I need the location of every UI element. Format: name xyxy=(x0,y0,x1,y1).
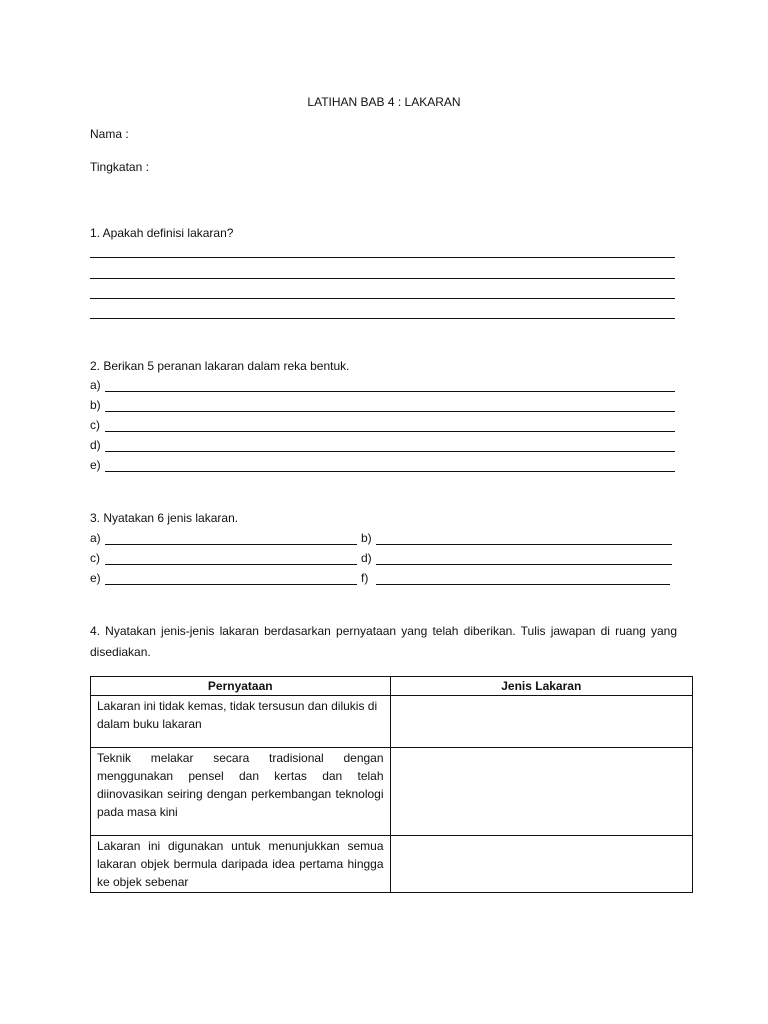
question-1: 1. Apakah definisi lakaran? xyxy=(90,226,234,240)
table-header-pernyataan: Pernyataan xyxy=(91,677,391,696)
answer-cell[interactable] xyxy=(390,696,692,748)
q3-answer-line-a[interactable] xyxy=(105,544,357,545)
statement-cell: Teknik melakar secara tradisional dengan menggunakan pensel dan kertas dan telah diinovasikan seiring dengan perkembangan teknologi pada masa kini xyxy=(91,748,391,836)
question-4: 4. Nyatakan jenis-jenis lakaran berdasarkan pernyataan yang telah diberikan. Tulis jawapan di ruang yang disediakan. xyxy=(90,624,677,659)
answer-table xyxy=(90,676,693,893)
q2-answer-line-d[interactable] xyxy=(105,451,675,452)
q3-answer-line-e[interactable] xyxy=(105,584,357,585)
q2-option-a-label: a) xyxy=(90,378,101,392)
q3-option-f-label: f) xyxy=(361,571,369,585)
q2-option-d-label: d) xyxy=(90,438,101,452)
q3-answer-line-d[interactable] xyxy=(376,564,672,565)
q3-option-e-label: e) xyxy=(90,571,101,585)
table-row xyxy=(91,836,693,893)
answer-line-q1-2[interactable] xyxy=(90,278,675,279)
q3-option-d-label: d) xyxy=(361,551,372,565)
question-2: 2. Berikan 5 peranan lakaran dalam reka bentuk. xyxy=(90,359,350,373)
q2-answer-line-a[interactable] xyxy=(105,391,675,392)
q3-answer-line-f[interactable] xyxy=(376,584,670,585)
table-row xyxy=(91,696,693,748)
nama-label: Nama : xyxy=(90,127,129,141)
q3-answer-line-b[interactable] xyxy=(376,544,672,545)
q2-answer-line-c[interactable] xyxy=(105,431,675,432)
statement-cell: Lakaran ini tidak kemas, tidak tersusun dan dilukis di dalam buku lakaran xyxy=(91,696,391,748)
answer-cell[interactable] xyxy=(390,748,692,836)
question-3: 3. Nyatakan 6 jenis lakaran. xyxy=(90,511,239,525)
answer-cell[interactable] xyxy=(390,836,692,893)
q3-option-a-label: a) xyxy=(90,531,101,545)
table-row xyxy=(91,748,693,836)
q2-option-e-label: e) xyxy=(90,458,101,472)
q3-option-c-label: c) xyxy=(90,551,100,565)
statement-cell: Lakaran ini digunakan untuk menunjukkan semua lakaran objek bermula daripada idea pertama hingga ke objek sebenar xyxy=(91,836,391,893)
answer-line-q1-4[interactable] xyxy=(90,318,675,319)
q3-answer-line-c[interactable] xyxy=(105,564,357,565)
page-title: LATIHAN BAB 4 : LAKARAN xyxy=(307,95,461,109)
answer-line-q1-3[interactable] xyxy=(90,298,675,299)
q2-answer-line-e[interactable] xyxy=(105,471,675,472)
tingkatan-label: Tingkatan : xyxy=(90,160,149,174)
q2-option-b-label: b) xyxy=(90,398,101,412)
q2-option-c-label: c) xyxy=(90,418,100,432)
q2-answer-line-b[interactable] xyxy=(105,411,675,412)
answer-line-q1-1[interactable] xyxy=(90,257,675,258)
q3-option-b-label: b) xyxy=(361,531,372,545)
table-header-jenis-lakaran: Jenis Lakaran xyxy=(390,677,692,696)
